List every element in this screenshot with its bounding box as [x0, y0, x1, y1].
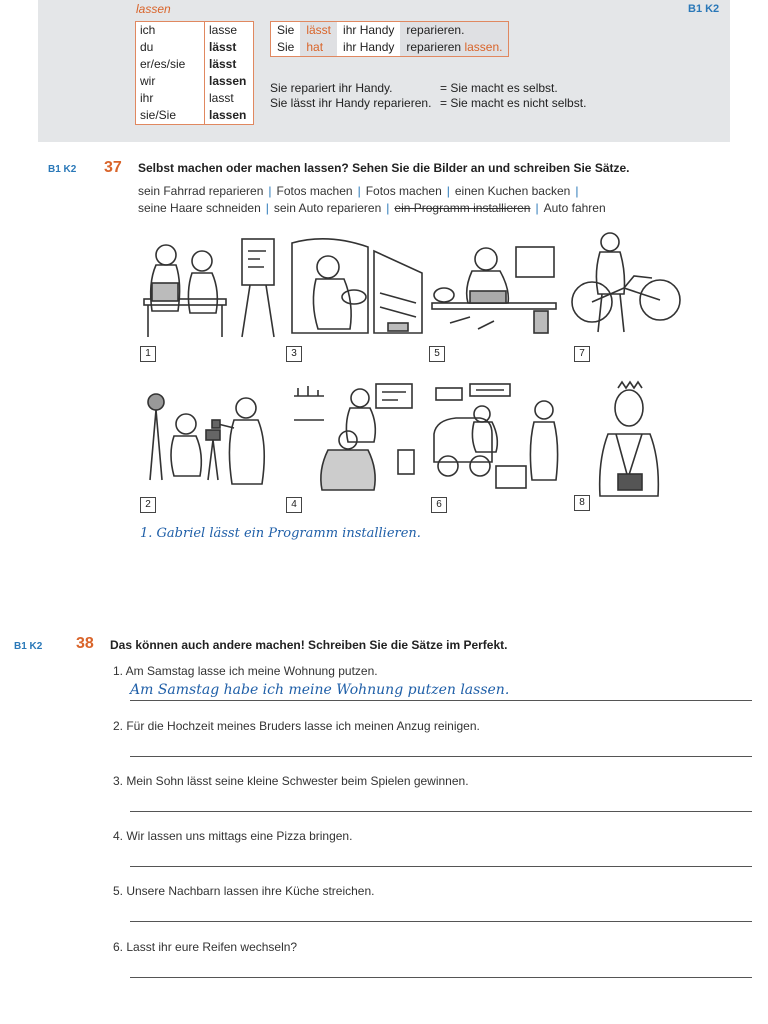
answer-line[interactable] — [130, 811, 752, 812]
pronoun: er/es/sie — [136, 56, 205, 73]
picture-label: 5 — [429, 346, 445, 362]
verb-form: lassen — [209, 108, 247, 122]
example-end — [400, 39, 509, 57]
picture-label: 4 — [286, 497, 302, 513]
note-sentence: Sie lässt ihr Handy reparieren. — [270, 96, 432, 110]
handwritten-answer: 1. Gabriel lässt ein Programm installieren. — [140, 526, 421, 541]
pronoun: sie/Sie — [136, 107, 205, 125]
verb-form: lassen — [209, 74, 247, 88]
example-verb: lässt — [300, 22, 337, 40]
exercise-item: 3. Mein Sohn lässt seine kleine Schwester beim Spielen gewinnen. — [113, 774, 469, 788]
illustration-man-with-camera — [594, 380, 664, 500]
word-item: einen Kuchen backen — [454, 184, 571, 198]
illustration-car-repair — [430, 380, 560, 494]
example-verb: hat — [300, 39, 337, 57]
answer-line[interactable] — [130, 756, 752, 757]
exercise-item: 6. Lasst ihr eure Reifen wechseln? — [113, 940, 298, 954]
exercise-instruction: Das können auch andere machen! Schreiben Sie die Sätze im Perfekt. — [110, 638, 508, 652]
pronoun: du — [136, 39, 205, 56]
answer-line[interactable] — [130, 866, 752, 867]
verb-form: lässt — [209, 57, 237, 71]
note-meaning: = Sie macht es nicht selbst. — [440, 96, 587, 110]
picture-label: 3 — [286, 346, 302, 362]
word-item: Fotos machen — [276, 184, 353, 198]
verb-form: lasst — [209, 91, 234, 105]
answer-line — [130, 700, 752, 701]
exercise-number: 38 — [76, 635, 94, 652]
example-subject: Sie — [277, 40, 295, 54]
pronoun: ich — [136, 22, 205, 40]
exercise-item: 2. Für die Hochzeit meines Bruders lasse ich meinen Anzug reinigen. — [113, 719, 480, 733]
answer-line[interactable] — [130, 921, 752, 922]
word-item: sein Fahrrad reparieren — [138, 184, 264, 198]
illustration-car-driving — [288, 233, 426, 343]
example-end — [400, 22, 509, 40]
example-object: ihr Handy — [343, 23, 395, 37]
level-badge: B1 K2 — [688, 3, 720, 15]
illustration-photo-studio — [138, 384, 280, 494]
exercise-level: B1 K2 — [14, 641, 43, 652]
word-item: Fotos machen — [365, 184, 442, 198]
answer-line[interactable] — [130, 977, 752, 978]
picture-label: 7 — [574, 346, 590, 362]
picture-label: 2 — [140, 497, 156, 513]
picture-label: 1 — [140, 346, 156, 362]
pronoun: ihr — [136, 90, 205, 107]
illustration-bicycle-repair — [568, 228, 684, 343]
verb-form: lässt — [209, 40, 237, 54]
illustration-computer-help — [138, 233, 280, 343]
example-end-text: reparieren — [406, 40, 462, 54]
example-object: ihr Handy — [343, 40, 395, 54]
conjugation-table — [135, 21, 254, 125]
illustration-baking-cake — [430, 233, 558, 343]
verb-form: lasse — [209, 23, 238, 37]
note-meaning: = Sie macht es selbst. — [440, 81, 558, 95]
grammar-title: lassen — [136, 2, 171, 16]
exercise-number: 37 — [104, 159, 122, 176]
example-end-highlight: lassen. — [464, 40, 503, 54]
exercise-instruction: Selbst machen oder machen lassen? Sehen Sie die Bilder an und schreiben Sie Sätze. — [138, 161, 630, 175]
example-end-text: reparieren. — [406, 23, 465, 37]
illustration-hairdresser — [288, 380, 426, 494]
exercise-item: 4. Wir lassen uns mittags eine Pizza bringen. — [113, 829, 353, 843]
exercise-level: B1 K2 — [48, 164, 77, 175]
picture-label: 6 — [431, 497, 447, 513]
word-item: seine Haare schneiden — [138, 201, 261, 215]
word-item: Auto fahren — [543, 201, 606, 215]
pronoun: wir — [136, 73, 205, 90]
example-table — [270, 21, 509, 57]
answer-text[interactable]: Am Samstag habe ich meine Wohnung putzen lassen. — [130, 682, 510, 698]
picture-label: 8 — [574, 495, 590, 511]
word-bank-row-1: sein Fahrrad reparieren | Fotos machen | Fotos machen | einen Kuchen backen | — [138, 184, 579, 198]
example-subject: Sie — [277, 23, 295, 37]
exercise-item: 1. Am Samstag lasse ich meine Wohnung putzen. — [113, 664, 378, 678]
exercise-item: 5. Unsere Nachbarn lassen ihre Küche streichen. — [113, 884, 375, 898]
note-sentence: Sie repariert ihr Handy. — [270, 81, 393, 95]
word-item: sein Auto reparieren — [273, 201, 382, 215]
word-item-crossed: ein Programm installieren — [394, 201, 531, 215]
word-bank-row-2: seine Haare schneiden | sein Auto reparieren | ein Programm installieren | Auto fahren — [138, 201, 606, 215]
